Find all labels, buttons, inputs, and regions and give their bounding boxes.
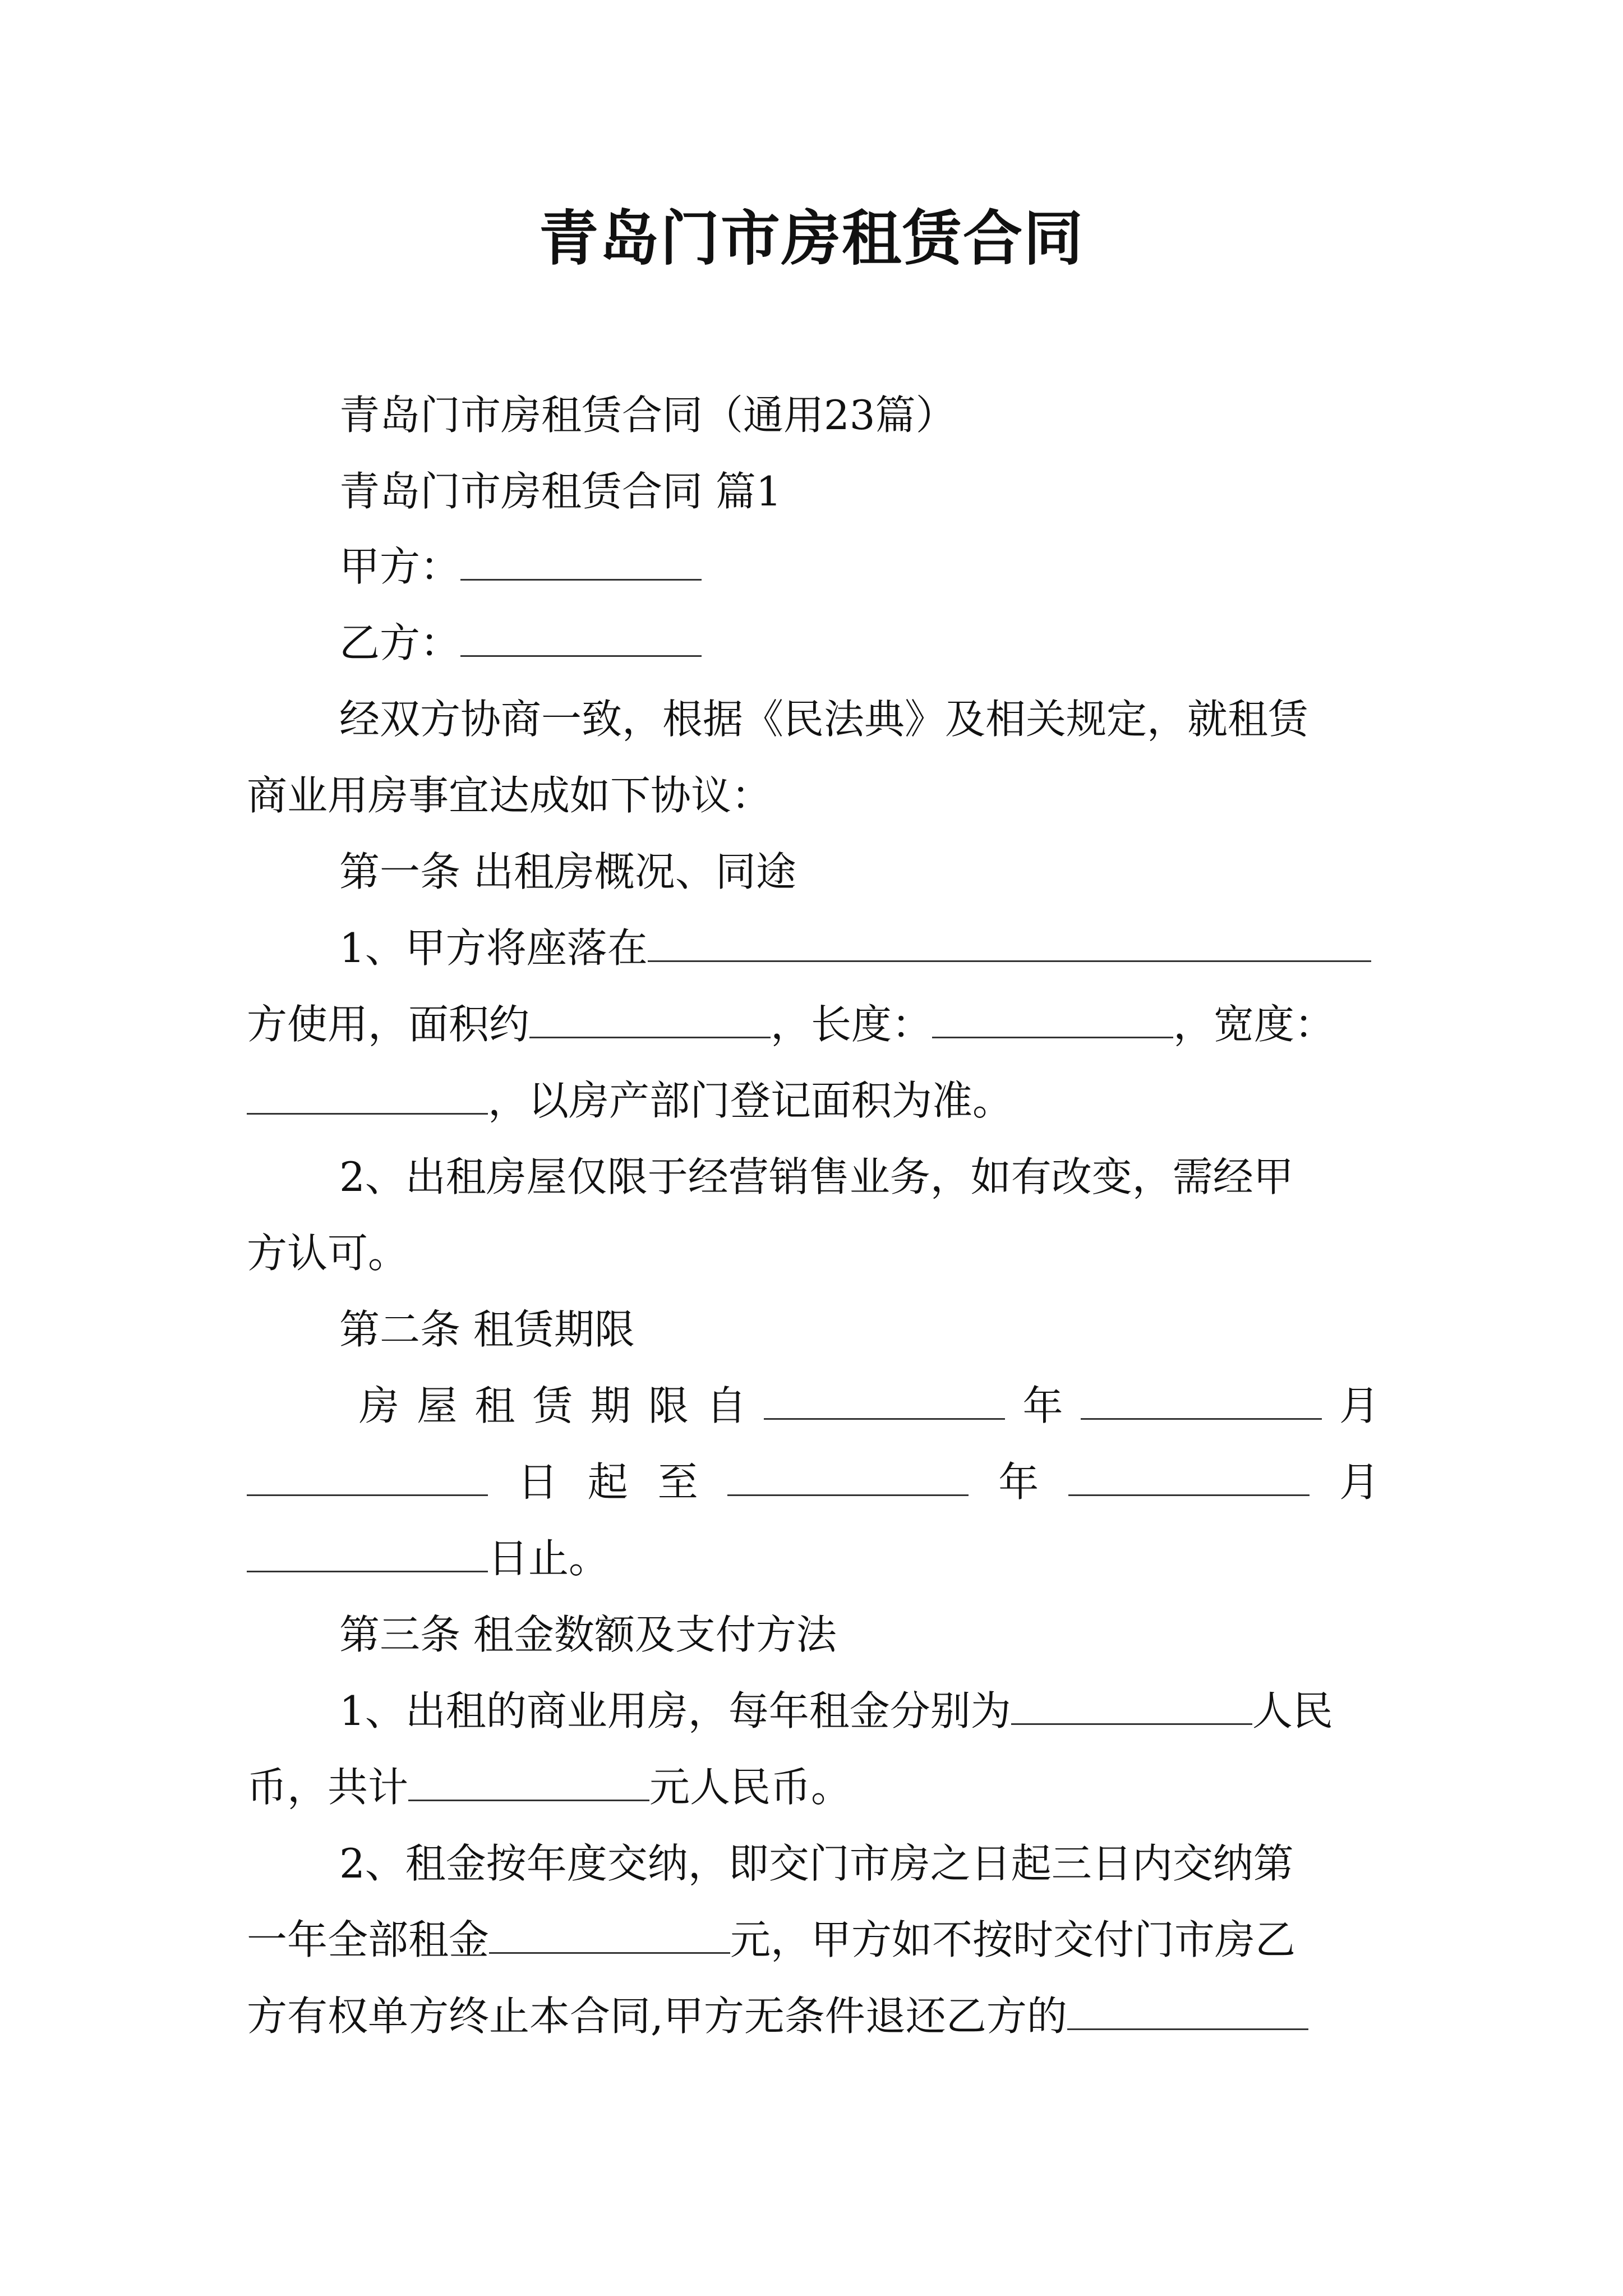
article3-clause2-line2 xyxy=(247,1912,1295,1968)
width-blank xyxy=(247,1080,488,1115)
annual-rent-label: 1、出租的商业用房，每年租金分别为 xyxy=(339,1687,1011,1734)
first-year-rent-label: 一年全部租金 xyxy=(247,1916,490,1963)
char: 日 xyxy=(517,1458,558,1506)
end-day-blank xyxy=(247,1538,488,1572)
year-label: 年 xyxy=(998,1458,1039,1506)
article1-clause2-line2: 方认可。 xyxy=(247,1230,409,1277)
document-subtitle: 青岛门市房租赁合同（通用23篇） xyxy=(339,392,956,439)
year-label: 年 xyxy=(1022,1382,1063,1429)
party-a-line xyxy=(339,539,702,595)
article3-clause2-line3 xyxy=(247,1988,1308,2044)
intro-paragraph-line1: 经双方协商一致，根据《民法典》及相关规定，就租赁 xyxy=(339,696,1309,743)
area-note: ，以房产部门登记面积为准。 xyxy=(488,1077,1013,1124)
total-label: 币，共计 xyxy=(247,1764,409,1811)
article2-heading: 第二条 租赁期限 xyxy=(339,1306,635,1353)
length-label: ，长度： xyxy=(771,1001,933,1048)
party-b-line xyxy=(339,615,702,671)
end-label: 日止。 xyxy=(488,1535,610,1582)
article1-clause1-text: 1、甲方将座落在 xyxy=(339,924,648,972)
article1-clause1-line2 xyxy=(247,996,1335,1052)
char: 至 xyxy=(657,1458,698,1506)
first-year-rent-text: 元，甲方如不按时交付门市房乙 xyxy=(730,1916,1296,1963)
char: 自 xyxy=(706,1382,747,1429)
first-year-rent-blank xyxy=(489,1920,730,1954)
article2-line3 xyxy=(247,1530,609,1586)
article2-line1 xyxy=(359,1378,1380,1434)
article3-clause1-line2 xyxy=(247,1759,851,1815)
party-b-blank xyxy=(460,623,702,657)
char: 租 xyxy=(474,1382,515,1429)
location-blank xyxy=(648,928,1371,962)
char: 赁 xyxy=(532,1382,573,1429)
article1-clause1-line1 xyxy=(339,920,1371,976)
month-label: 月 xyxy=(1339,1382,1380,1429)
area-blank xyxy=(529,1004,771,1038)
end-month-blank xyxy=(1068,1462,1310,1496)
start-day-blank xyxy=(247,1462,488,1496)
area-label: 方使用，面积约 xyxy=(247,1001,530,1048)
party-a-blank xyxy=(460,546,702,581)
intro-paragraph-line2: 商业用房事宜达成如下协议： xyxy=(247,772,772,819)
width-label: ，宽度： xyxy=(1173,1001,1335,1048)
month-label: 月 xyxy=(1339,1458,1380,1506)
article1-clause1-line3 xyxy=(247,1073,1013,1129)
article1-heading: 第一条 出租房概况、同途 xyxy=(339,848,796,895)
start-year-blank xyxy=(764,1386,1005,1420)
refund-blank xyxy=(1067,1996,1308,2030)
currency-label: 人民 xyxy=(1252,1687,1333,1734)
length-blank xyxy=(932,1004,1173,1038)
total-unit: 元人民币。 xyxy=(649,1764,852,1811)
char: 起 xyxy=(587,1458,628,1506)
article3-clause2-line1: 2、租金按年度交纳，即交门市房之日起三日内交纳第 xyxy=(339,1840,1294,1887)
article3-heading: 第三条 租金数额及支付方法 xyxy=(339,1611,837,1658)
char: 房 xyxy=(359,1382,400,1429)
total-blank xyxy=(408,1767,649,1801)
article1-clause2-line1: 2、出租房屋仅限于经营销售业务，如有改变，需经甲 xyxy=(339,1153,1294,1200)
start-month-blank xyxy=(1081,1386,1322,1420)
document-title: 青岛门市房租赁合同 xyxy=(539,203,1084,273)
end-year-blank xyxy=(727,1462,969,1496)
char: 期 xyxy=(590,1382,631,1429)
char: 屋 xyxy=(417,1382,458,1429)
char: 限 xyxy=(648,1382,689,1429)
article2-line2 xyxy=(247,1454,1380,1510)
annual-rent-blank xyxy=(1011,1691,1252,1725)
article3-clause1-line1 xyxy=(339,1683,1333,1739)
party-b-label: 乙方： xyxy=(339,619,461,666)
part-heading: 青岛门市房租赁合同 篇1 xyxy=(339,468,782,515)
party-a-label: 甲方： xyxy=(339,543,461,590)
refund-text: 方有权单方终止本合同,甲方无条件退还乙方的 xyxy=(247,1993,1067,2040)
